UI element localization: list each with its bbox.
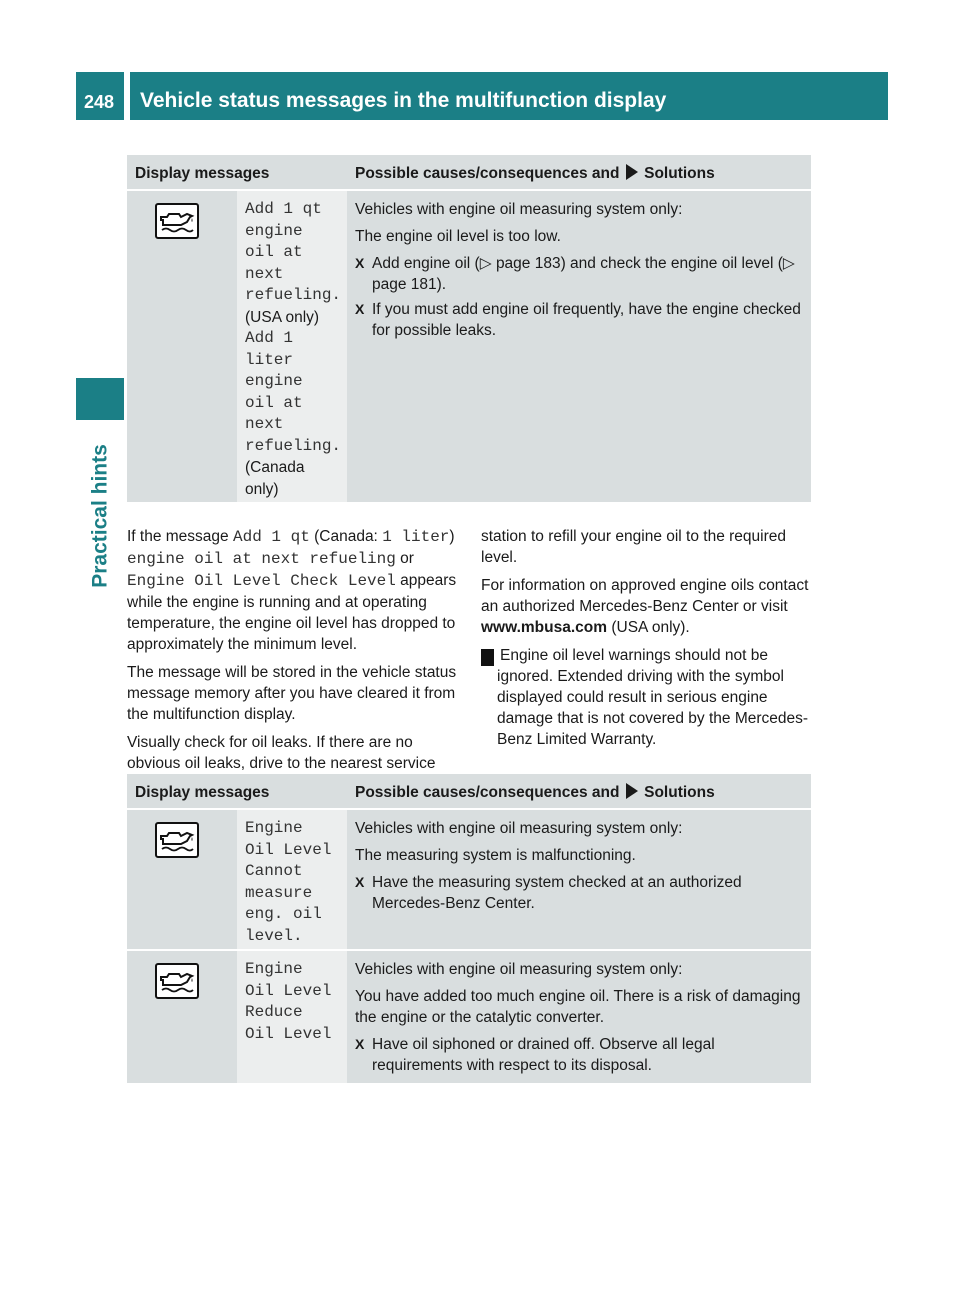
side-tab [76,428,124,604]
body-column-left [127,526,461,781]
body-column-right [477,526,815,757]
display-line: liter [245,350,294,369]
region-note: (USA only) [245,308,320,326]
table-row [127,810,811,949]
display-line: Engine [245,819,303,837]
section-title: Vehicle status messages in the multifunction display [140,89,667,112]
solution-step: X If you must add engine oil frequently, have the engine checked for possible leaks. [355,299,805,341]
display-line: Cannot [245,862,303,880]
play-arrow-icon [626,783,638,799]
solutions-cell [347,810,811,949]
display-message-cell [237,810,347,949]
display-message-cell [237,951,347,1083]
warning-note: ! Engine oil level warnings should not be ignored. Extended driving with the symbol displayed could result in serious engine damage that is not covered by the Mercedes-Benz Limited Warranty. [477,647,809,748]
display-line: Add 1 qt [245,200,322,218]
table-oil-add [127,155,811,502]
col-header-solutions: Possible causes/consequences and Solutions [355,165,715,182]
table-oil-level [127,774,811,1083]
display-line: Oil Level [245,840,332,859]
display-line: Oil Level [245,981,332,1000]
display-line: Add 1 [245,329,294,347]
region-note: (Canada [245,459,305,476]
display-line: engine [245,372,303,390]
table-header [127,155,811,189]
display-line: engine [245,221,303,240]
display-line: oil at [245,243,303,261]
icon-cell [127,810,237,949]
intro-text: Vehicles with engine oil measuring system only: [355,961,683,978]
display-line: next [245,264,284,283]
paragraph: Visually check for oil leaks. If there are no obvious oil leaks, drive to the nearest service [127,734,436,772]
icon-cell [127,191,237,502]
display-line: Engine [245,960,303,978]
paragraph: If the message Add 1 qt (Canada: 1 liter) engine oil at next refueling or Engine Oil Level Check Level appears while the engine is running and at operating temperature, the engine oil level has dropped to approximately the minimum level. [127,528,457,653]
display-line: Reduce [245,1003,303,1021]
warning-icon: ! [481,649,494,666]
display-line: oil at [245,393,303,412]
cause-text: You have added too much engine oil. There is a risk of damaging the engine or the catalytic converter. [355,988,801,1026]
section-header [130,72,888,120]
page-number: 248 [84,92,115,112]
play-arrow-icon [626,164,638,180]
cause-text: The engine oil level is too low. [355,228,561,245]
side-tab-label: Practical hints [88,444,112,588]
display-line: eng. oil [245,905,322,923]
table-row [127,951,811,1083]
solution-step: X Have oil siphoned or drained off. Observe all legal requirements with respect to its disposal. [355,1034,805,1076]
icon-cell [127,951,237,1083]
oil-can-icon [155,203,199,239]
table-header [127,774,811,808]
paragraph: For information on approved engine oils contact an authorized Mercedes-Benz Center or visit www.mbusa.com (USA only). [481,577,809,636]
paragraph-continued: station to refill your engine oil to the required level. [481,528,787,566]
oil-can-icon [155,822,199,858]
website-link[interactable]: www.mbusa.com [481,619,608,636]
col-header-solutions: Possible causes/consequences and Solutions [355,784,715,801]
display-line: refueling. [245,436,342,455]
solutions-cell [347,951,811,1083]
table-row [127,191,811,502]
solution-step: X Have the measuring system checked at an authorized Mercedes-Benz Center. [355,872,805,914]
display-line: next [245,415,284,433]
side-tab-marker [76,378,124,420]
intro-text: Vehicles with engine oil measuring system only: [355,820,683,837]
display-line: Oil Level [245,1024,332,1043]
paragraph: The message will be stored in the vehicle status message memory after you have cleared it from the multifunction display. [127,664,457,723]
cause-text: The measuring system is malfunctioning. [355,847,636,864]
col-header-display: Display messages [135,165,270,182]
display-line: measure [245,883,313,902]
display-message-cell [237,191,347,502]
display-line: level. [245,926,303,945]
region-note: only) [245,480,279,498]
oil-can-icon [155,963,199,999]
col-header-display: Display messages [135,784,270,801]
solutions-cell [347,191,811,502]
solution-step: X Add engine oil (▷ page 183) and check the engine oil level (▷ page 181). [355,253,805,295]
intro-text: Vehicles with engine oil measuring system only: [355,201,683,218]
display-line: refueling. [245,286,342,304]
page-number-box [76,72,124,120]
